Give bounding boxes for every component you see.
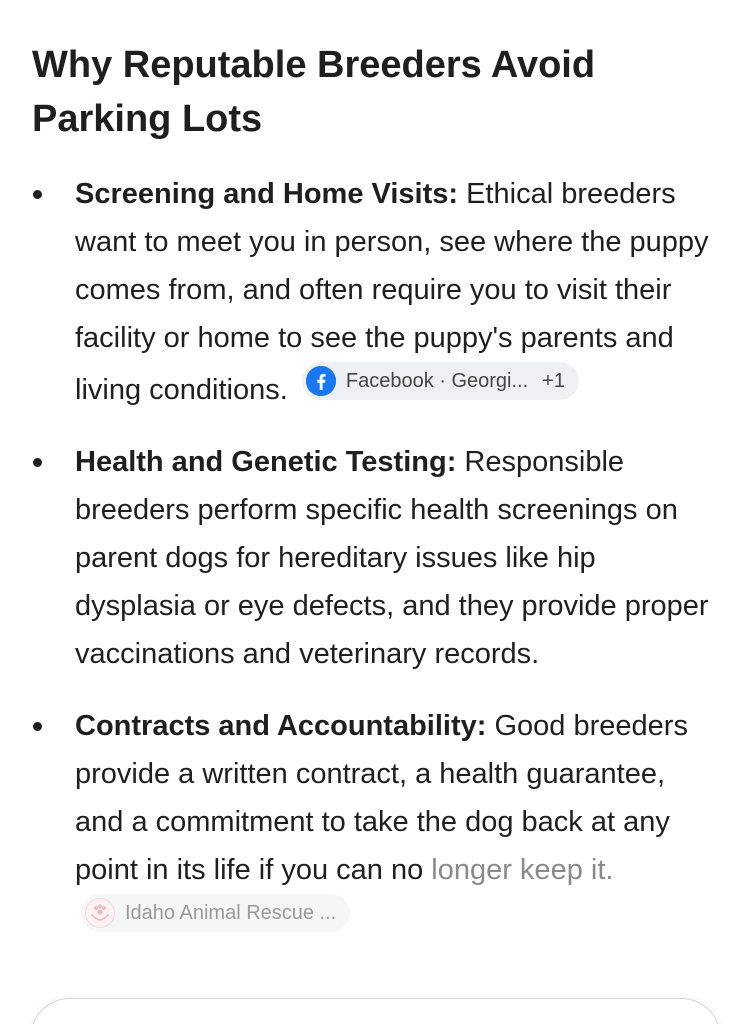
item-text: Responsible breeders perform specific health screenings on parent dogs for hereditary issues like hip dysplasia or eye defects, and they provide proper vaccinations and veterinary records. (75, 446, 709, 670)
section-heading: Why Reputable Breeders Avoid Parking Lots (32, 44, 596, 140)
item-title: Contracts and Accountability: (75, 710, 487, 742)
chip-extra-count: +1 (542, 370, 565, 392)
chip-label: Idaho Animal Rescue ... (125, 902, 337, 924)
bullet-dot (33, 458, 42, 467)
source-chip-facebook[interactable] (302, 362, 579, 400)
facebook-icon (306, 366, 336, 396)
bottom-input-panel[interactable] (30, 998, 721, 1024)
list-item-health (0, 438, 749, 678)
bullet-dot (33, 722, 42, 731)
item-title: Screening and Home Visits: (75, 178, 459, 210)
breeder-reasons-list (0, 170, 749, 966)
item-text: Ethical breeders want to meet you in person, see where the puppy comes from, and often require you to visit their facility or home to see the puppy's parents and living conditions. (75, 178, 709, 406)
list-item-screening (0, 170, 749, 414)
source-chip-idaho-rescue[interactable] (81, 894, 350, 932)
item-title: Health and Genetic Testing: (75, 446, 457, 478)
animal-rescue-icon (85, 898, 115, 928)
item-text: Good breeders provide a written contract, a health guarantee, and a commitment to take the dog back at any point in its life if you can no (75, 710, 688, 886)
item-text-faded: longer keep it. (431, 854, 614, 886)
bullet-dot (33, 190, 42, 199)
list-item-contracts (0, 702, 749, 942)
chip-label: Facebook · Georgi... (345, 370, 529, 392)
